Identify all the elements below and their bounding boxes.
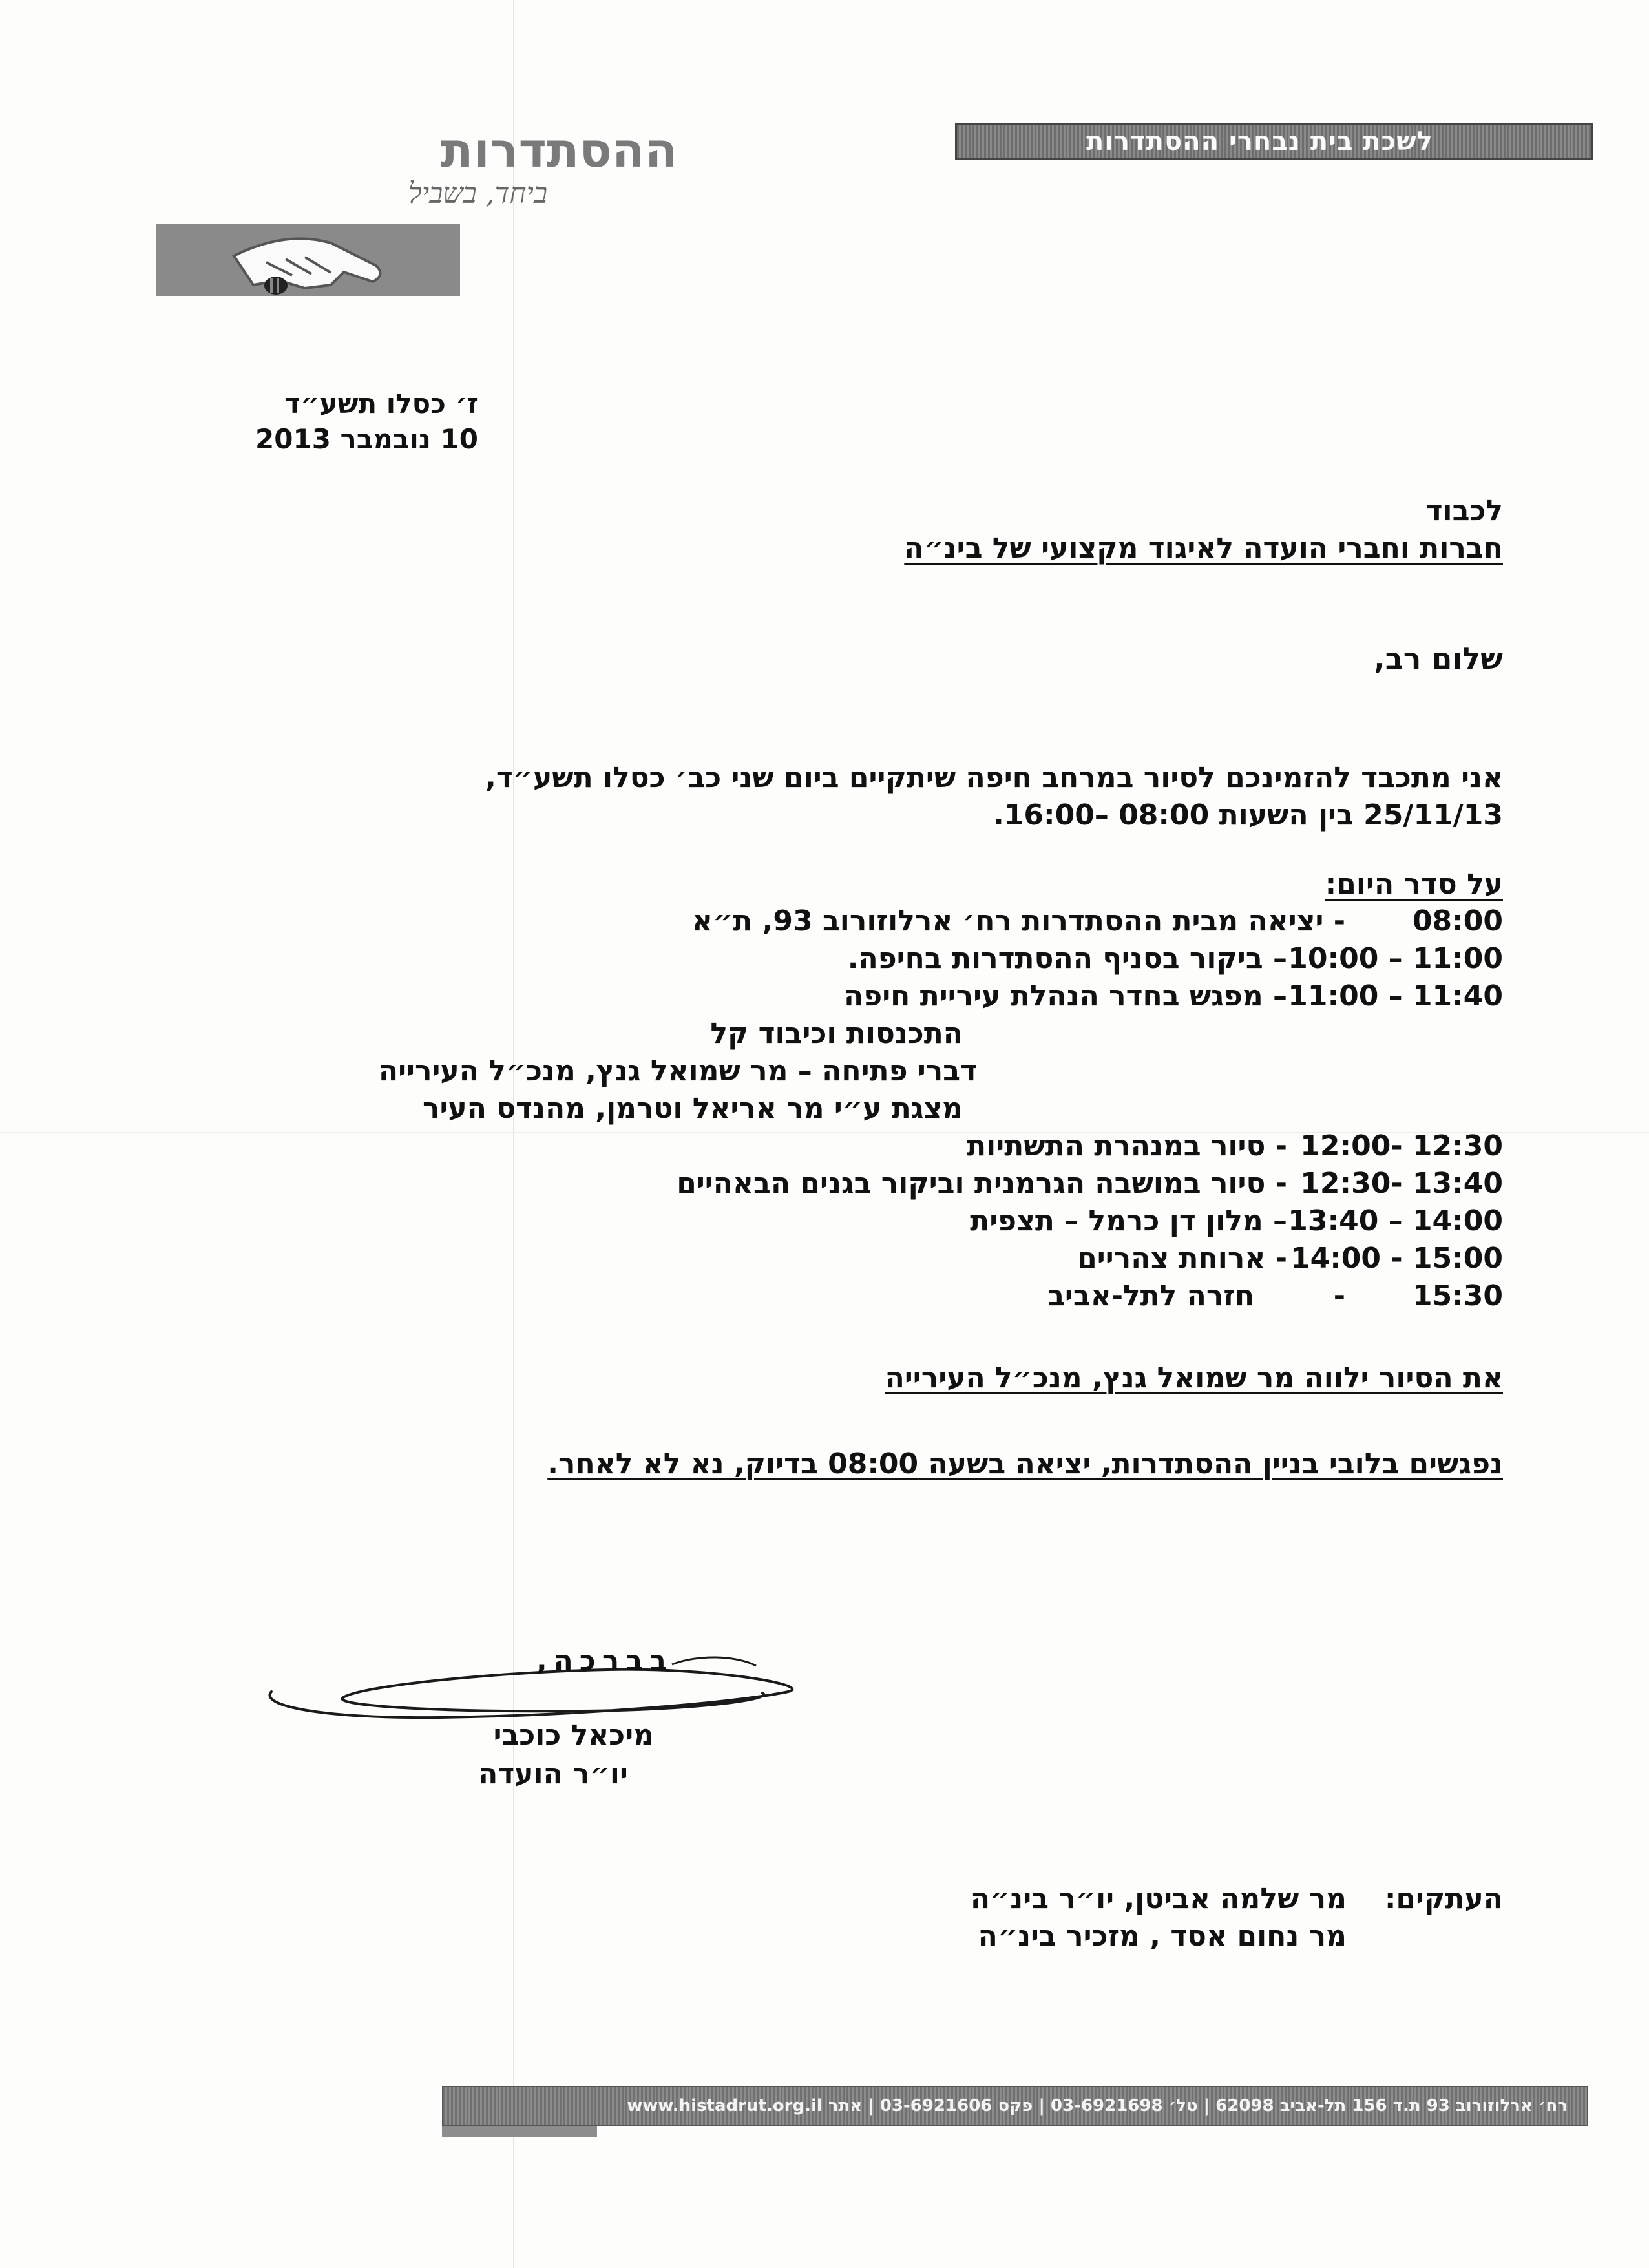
agenda-time: 12:00- 12:30 xyxy=(1300,1129,1503,1162)
footer-contact-bar xyxy=(442,2086,1588,2126)
copies-label: העתקים: xyxy=(1384,1882,1503,1915)
agenda-desc xyxy=(692,905,1345,938)
agenda-desc xyxy=(677,1167,1287,1200)
recipient-salutation: לכבוד xyxy=(1425,494,1503,527)
agenda-desc xyxy=(970,1204,1287,1237)
agenda-desc-text: מפגש בחדר הנהלת עיריית חיפה xyxy=(844,980,1263,1013)
footer-contact-text: רח׳ ארלוזורוב 93 ת.ד 156 תל-אביב 62098 | טל׳ 03-6921698 | פקס 03-6921606 | אתר www.histadrut.org.il xyxy=(627,2096,1568,2116)
agenda-time: 14:00 - 15:00 xyxy=(1290,1242,1503,1275)
agenda-dash: – xyxy=(1263,942,1287,975)
agenda-dash: - xyxy=(1323,905,1345,938)
agenda-desc-text: ביקור בסניף ההסתדרות בחיפה. xyxy=(847,942,1263,975)
agenda-dash: – xyxy=(1263,1204,1287,1237)
header-banner xyxy=(955,123,1593,160)
meeting-note: נפגשים בלובי בניין ההסתדרות, יציאה בשעה 08:00 בדיוק, נא לא לאחר. xyxy=(547,1447,1503,1480)
agenda-desc xyxy=(848,942,1287,975)
agenda-dash: - xyxy=(1265,1129,1287,1162)
body-line-1: אני מתכבד להזמינכם לסיור במרחב חיפה שיתקיים ביום שני כב׳ כסלו תשע״ד, xyxy=(485,761,1503,794)
recipient-name: חברות וחברי הועדה לאיגוד מקצועי של בינ״ה xyxy=(904,532,1503,565)
gregorian-date: 10 נובמבר 2013 xyxy=(255,423,478,455)
agenda-subitem: מצגת ע״י מר אריאל וטרמן, מהנדס העיר xyxy=(422,1092,963,1125)
greeting: שלום רב, xyxy=(1374,641,1503,676)
agenda-time: 13:40 – 14:00 xyxy=(1288,1204,1503,1237)
agenda-dash: - xyxy=(1265,1242,1287,1275)
agenda-subitem: דברי פתיחה – מר שמואל גנץ, מנכ״ל העירייה xyxy=(378,1055,977,1087)
agenda-time: 08:00 xyxy=(1412,905,1503,938)
agenda-heading: על סדר היום: xyxy=(1325,868,1503,901)
agenda-desc-text: מלון דן כרמל – תצפית xyxy=(970,1204,1263,1237)
agenda-desc-text: חזרה לתל-אביב xyxy=(1047,1279,1255,1312)
header-banner-text: לשכת בית נבחרי ההסתדרות xyxy=(1086,127,1433,156)
histadrut-logo xyxy=(137,123,678,320)
agenda-time: 15:30 xyxy=(1412,1279,1503,1312)
agenda-time: 12:30- 13:40 xyxy=(1300,1167,1503,1200)
body-line-2: 25/11/13 בין השעות 08:00 –16:00. xyxy=(993,799,1503,832)
agenda-desc-text: סיור במושבה הגרמנית וביקור בגנים הבאהיים xyxy=(677,1167,1266,1200)
signer-name: מיכאל כוכבי xyxy=(493,1719,654,1752)
agenda-time: 10:00 – 11:00 xyxy=(1288,942,1503,975)
footer-decoration xyxy=(442,2126,597,2137)
agenda-desc-text: סיור במנהרת התשתיות xyxy=(967,1129,1266,1162)
agenda-desc-text: יציאה מבית ההסתדרות רח׳ ארלוזורוב 93, ת״א xyxy=(692,905,1324,938)
signature-closing: בברכה, xyxy=(536,1644,673,1677)
agenda-subitem: התכנסות וכיבוד קל xyxy=(710,1017,963,1050)
agenda-dash: - xyxy=(1265,1167,1287,1200)
copies-line-1: מר שלמה אביטן, יו״ר בינ״ה xyxy=(970,1882,1347,1915)
signer-title: יו״ר הועדה xyxy=(478,1758,628,1790)
agenda-dash: – xyxy=(1263,980,1287,1013)
agenda-time: 11:00 – 11:40 xyxy=(1288,980,1503,1013)
agenda-desc xyxy=(1047,1279,1345,1312)
logo-title: ההסתדרות xyxy=(441,123,678,178)
agenda-dash: - xyxy=(1254,1279,1345,1312)
escort-note: את הסיור ילווה מר שמואל גנץ, מנכ״ל העירייה xyxy=(885,1361,1503,1394)
copies-line-2: מר נחום אסד , מזכיר בינ״ה xyxy=(978,1920,1347,1953)
agenda-desc xyxy=(1077,1242,1287,1275)
agenda-desc xyxy=(844,980,1287,1013)
hebrew-date: ז׳ כסלו תשע״ד xyxy=(284,388,478,419)
paper-fold-vertical xyxy=(513,0,514,2268)
agenda-desc-text: ארוחת צהריים xyxy=(1077,1242,1266,1275)
handshake-logo-icon xyxy=(137,123,678,320)
logo-slogan: ביחד, בשביל xyxy=(408,177,548,210)
agenda-desc xyxy=(967,1129,1287,1162)
